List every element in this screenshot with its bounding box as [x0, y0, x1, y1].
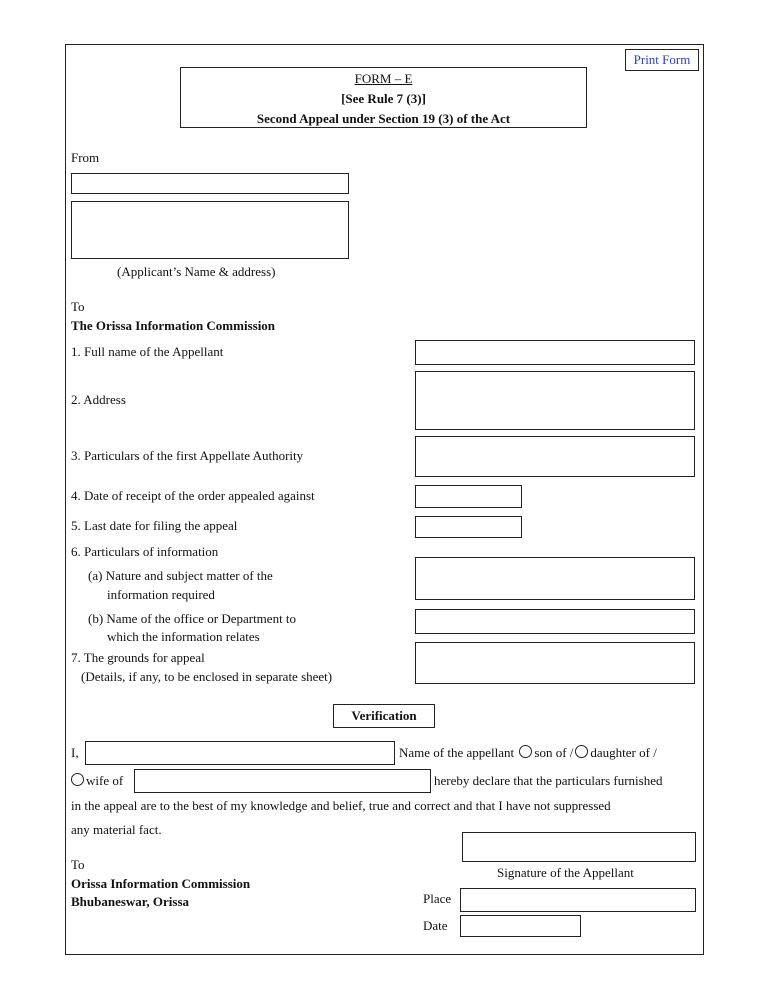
- item-office-label-2: which the information relates: [107, 629, 260, 644]
- form-title: FORM – E: [354, 71, 413, 86]
- item-particulars-label: 6. Particulars of information: [71, 544, 219, 559]
- office-field[interactable]: [415, 609, 695, 634]
- applicant-address-field[interactable]: [71, 201, 349, 259]
- son-of-radio[interactable]: [519, 745, 532, 758]
- footer-commission: Orissa Information Commission: [71, 876, 251, 891]
- item-grounds-label-1: 7. The grounds for appeal: [71, 650, 205, 665]
- applicant-name-field[interactable]: [71, 173, 349, 194]
- print-form-button[interactable]: Print Form: [625, 49, 699, 71]
- verification-i-label: I,: [71, 745, 79, 760]
- wife-of-radio[interactable]: [71, 773, 84, 786]
- declare-text: hereby declare that the particulars furnished: [434, 773, 663, 788]
- nature-field[interactable]: [415, 557, 695, 600]
- verification-line-4: any material fact.: [71, 822, 162, 837]
- item-nature-label-1: (a) Nature and subject matter of the: [88, 568, 273, 583]
- item-full-name-label: 1. Full name of the Appellant: [71, 344, 224, 359]
- name-of-appellant-text: Name of the appellant: [399, 745, 515, 760]
- item-first-authority-label: 3. Particulars of the first Appellate Authority: [71, 448, 304, 463]
- item-office-label-1: (b) Name of the office or Department to: [88, 611, 297, 626]
- signature-field[interactable]: [462, 832, 696, 862]
- date-label: Date: [423, 918, 448, 933]
- to-addressee: The Orissa Information Commission: [71, 318, 276, 333]
- form-subtitle: Second Appeal under Section 19 (3) of the Act: [256, 111, 511, 126]
- applicant-caption: (Applicant’s Name & address): [117, 264, 276, 279]
- date-receipt-field[interactable]: [415, 485, 522, 508]
- footer-city: Bhubaneswar, Orissa: [71, 894, 189, 909]
- wife-of-text: wife of: [86, 773, 124, 788]
- item-date-receipt-label: 4. Date of receipt of the order appealed against: [71, 488, 315, 503]
- to-label: To: [71, 299, 85, 314]
- form-title-box: [180, 67, 587, 128]
- item-nature-label-2: information required: [107, 587, 215, 602]
- address-field[interactable]: [415, 371, 695, 430]
- place-field[interactable]: [460, 888, 696, 912]
- verification-relation-line: [399, 745, 657, 761]
- full-name-field[interactable]: [415, 340, 695, 365]
- wife-of-line: [71, 773, 123, 789]
- footer-to-label: To: [71, 857, 85, 872]
- form-rule: [See Rule 7 (3)]: [341, 91, 426, 106]
- item-grounds-label-2: (Details, if any, to be enclosed in separate sheet): [81, 669, 333, 684]
- son-of-text: son of /: [534, 745, 574, 760]
- place-label: Place: [423, 891, 452, 906]
- daughter-of-radio[interactable]: [575, 745, 588, 758]
- last-date-field[interactable]: [415, 516, 522, 538]
- date-field[interactable]: [460, 915, 581, 937]
- verification-line-3: in the appeal are to the best of my knowledge and belief, true and correct and that I have not suppressed: [71, 798, 611, 813]
- verification-title: Verification: [333, 704, 435, 728]
- item-last-date-label: 5. Last date for filing the appeal: [71, 518, 238, 533]
- wife-of-name-field[interactable]: [134, 769, 431, 793]
- verification-name-field[interactable]: [85, 741, 395, 765]
- signature-label: Signature of the Appellant: [497, 865, 634, 880]
- item-address-label: 2. Address: [71, 392, 126, 407]
- first-authority-field[interactable]: [415, 436, 695, 477]
- daughter-of-text: daughter of /: [590, 745, 657, 760]
- grounds-field[interactable]: [415, 642, 695, 684]
- from-label: From: [71, 150, 100, 165]
